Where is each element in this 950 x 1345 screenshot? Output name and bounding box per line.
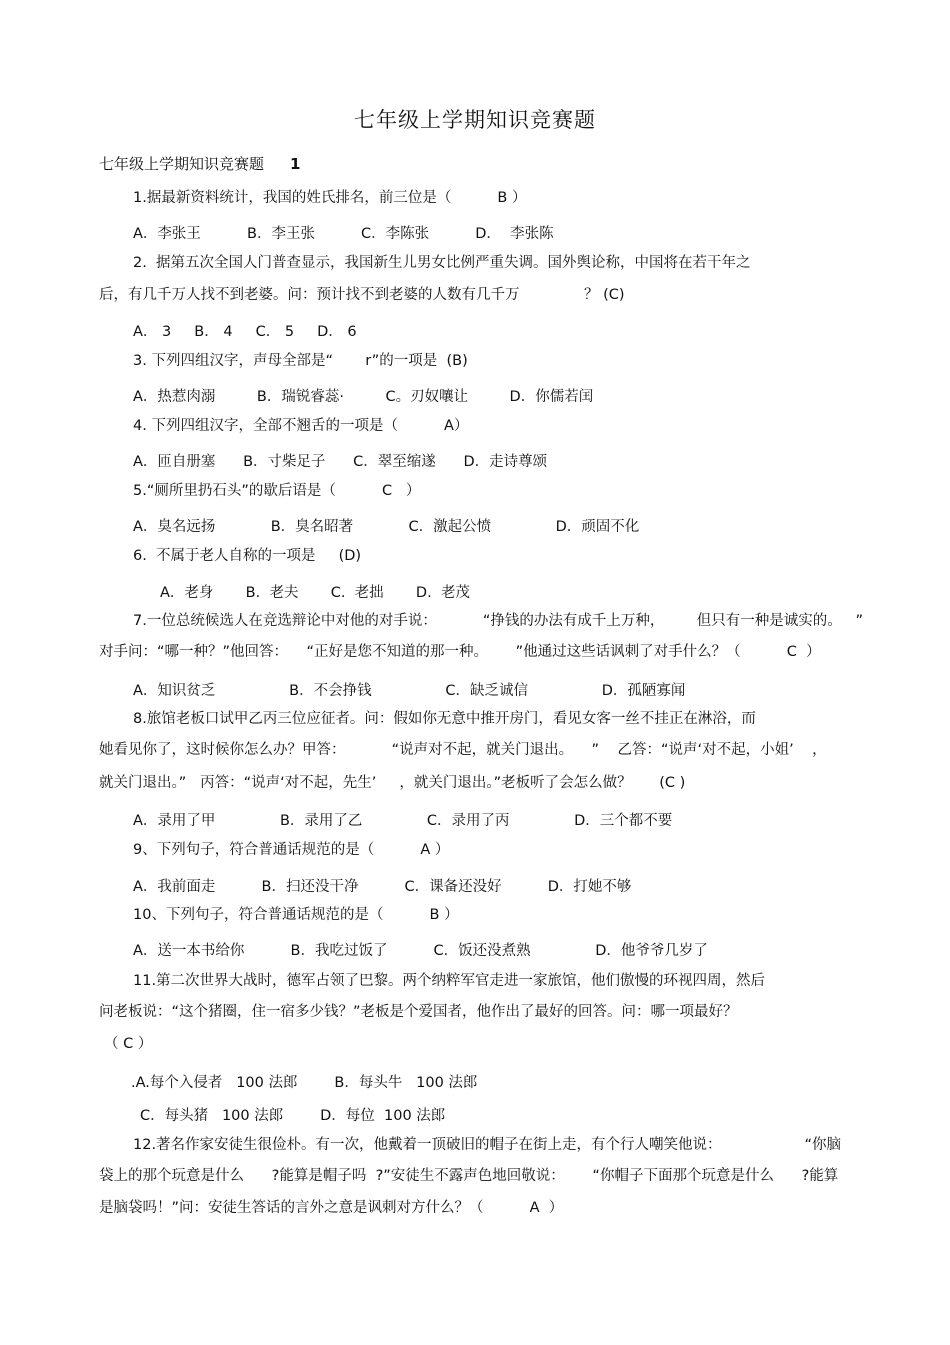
question-6-options: A．老身 B. 老夫 C. 老拙 D. 老茂	[160, 585, 470, 601]
question-8-options: A．录用了甲 B．录用了乙 C．录用了丙 D．三个都不要	[133, 813, 673, 829]
section-heading-text: 七年级上学期知识竞赛题	[99, 155, 265, 173]
question-12-cont-1: 袋上的那个玩意是什么 ?能算是帽子吗 ?”安徒生不露声色地回敬说： “你帽子下面那个玩意是什么 ?能算	[99, 1168, 839, 1184]
question-8-cont-1: 她看见你了，这时候你怎么办？甲答： “说声对不起，就关门退出。 ” 乙答：“说声‘对不起，小姐’ ，	[99, 742, 827, 758]
question-9: 9、下列句子，符合普通话规范的是（ A ）	[133, 842, 450, 858]
question-12-cont-2: 是脑袋吗！”问：安徒生答话的言外之意是讽刺对方什么？（ A ）	[99, 1200, 564, 1216]
question-1-options: A．李张王 B．李王张 C．李陈张 D． 李张陈	[133, 226, 554, 242]
question-12: 12.著名作家安徒生很俭朴。有一次，他戴着一顶破旧的帽子在街上走，有个行人嘲笑他说： “你脑	[133, 1137, 842, 1153]
question-11-answer: （ C ）	[104, 1036, 153, 1052]
question-7-cont: 对手问：“哪一种？”他回答： “正好是您不知道的那一种。 ”他通过这些话讽刺了对手什么？（ C ）	[99, 644, 821, 660]
question-5: 5.“厕所里扔石头”的歇后语是（ C ）	[133, 483, 421, 499]
question-11-options-1: .A.每个入侵者 100 法郎 B．每头牛 100 法郎	[131, 1075, 478, 1091]
question-10-options: A．送一本书给你 B．我吃过饭了 C．饭还没煮熟 D．他爷爷几岁了	[133, 943, 708, 959]
question-1: 1.据最新资料统计，我国的姓氏排名，前三位是（ B ）	[133, 190, 527, 206]
question-10: 10、下列句子，符合普通话规范的是（ B ）	[133, 907, 459, 923]
question-7: 7.一位总统候选人在竞选辩论中对他的对手说： “挣钱的办法有成千上万种， 但只有一种是诚实的。 ”	[133, 613, 864, 629]
question-6: 6. 不属于老人自称的一项是 (D)	[133, 548, 362, 564]
question-5-options: A．臭名远扬 B．臭名昭著 C．激起公愤 D．顽固不化	[133, 519, 640, 535]
question-4-options: A．匝自册塞 B．寸柴足子 C．翠至缩遂 D．走诗尊颂	[133, 454, 548, 470]
question-2-cont: 后，有几千万人找不到老婆。问：预计找不到老婆的人数有几千万 ？ (C)	[99, 287, 625, 303]
question-8-cont-2: 就关门退出。” 丙答：“说声‘对不起，先生’ ，就关门退出。”老板听了会怎么做？ (C )	[99, 775, 686, 791]
section-number: 1	[290, 155, 301, 173]
question-2: 2. 据第五次全国人门普查显示，我国新生儿男女比例严重失调。国外舆论称，中国将在若干年之	[133, 255, 751, 271]
page-title: 七年级上学期知识竞赛题	[354, 108, 596, 132]
question-9-options: A．我前面走 B．扫还没干净 C．课备还没好 D．打她不够	[133, 879, 632, 895]
question-8: 8.旅馆老板口试甲乙丙三位应征者。问：假如你无意中推开房门，看见女客一丝不挂正在淋浴，而	[133, 711, 756, 727]
section-heading	[99, 153, 300, 174]
question-3: 3. 下列四组汉字，声母全部是“ r”的一项是 (B)	[133, 353, 468, 369]
question-11-options-2: C．每头猪 100 法郎 D．每位 100 法郎	[140, 1108, 446, 1124]
question-11: 11.第二次世界大战时，德军占领了巴黎。两个纳粹军官走进一家旅馆，他们傲慢的环视四周，然后	[133, 973, 766, 989]
question-4: 4. 下列四组汉字，全部不翘舌的一项是（ A）	[133, 418, 469, 434]
question-7-options: A．知识贫乏 B．不会挣钱 C．缺乏诚信 D．孤陋寡闻	[133, 683, 686, 699]
question-3-options: A．热惹肉溺 B．瑞锐睿蕊· C。刃奴嚷让 D．你儒若闰	[133, 389, 594, 405]
question-2-options: A． 3 B． 4 C． 5 D． 6	[133, 324, 357, 340]
question-11-cont: 问老板说：“这个猪圈，住一宿多少钱？”老板是个爱国者，他作出了最好的回答。问：哪一项最好？	[99, 1004, 738, 1020]
